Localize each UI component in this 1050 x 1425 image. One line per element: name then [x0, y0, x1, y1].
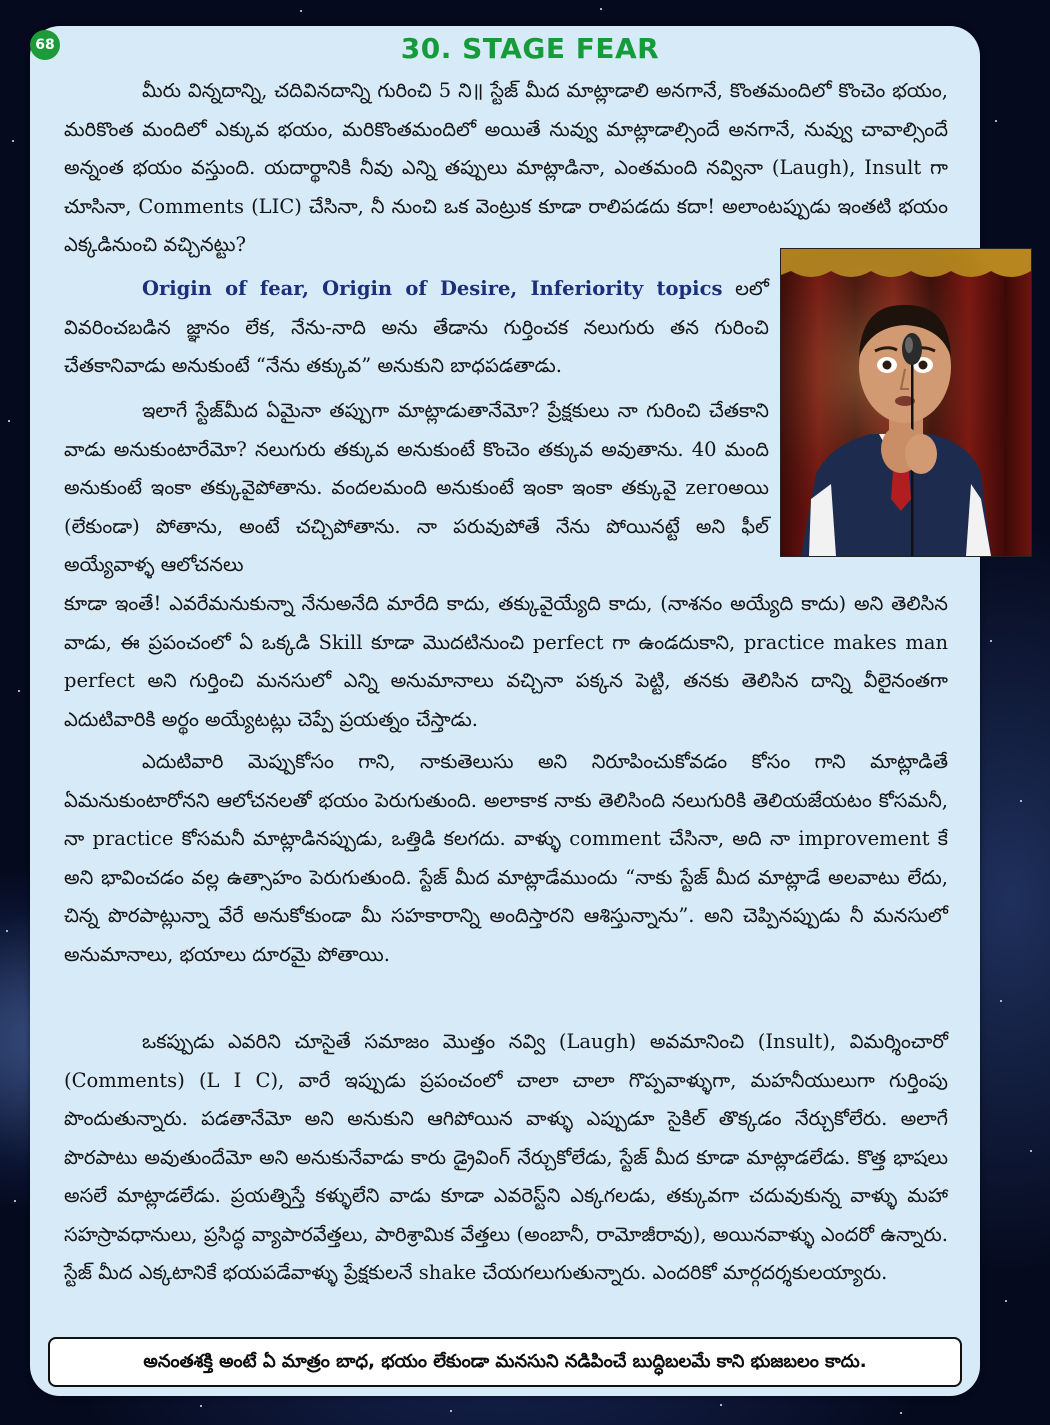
- summary-quote-box: అనంతశక్తి అంటే ఏ మాత్రం బాధ, భయం లేకుండా మనసుని నడిపించే బుద్ధిబలమే కాని భుజబలం కాదు.: [48, 1337, 962, 1387]
- chapter-title: 30. STAGE FEAR: [400, 32, 660, 65]
- paragraph-2-lead: Origin of fear, Origin of Desire, Inferiority topics: [142, 277, 723, 300]
- paragraph-1: మీరు విన్నదాన్ని, చదివినదాన్ని గురించి 5 ని॥ స్టేజ్ మీద మాట్లాడాలి అనగానే, కొంతమందిలో కొంచెం భయం, మరికొంత మందిలో ఎక్కువ భయం, మరికొంతమందిలో అయితే నువ్వు మాట్లాడాల్సిందే అనగానే, నువ్వు చావాల్సిందే అన్నంత భయం వస్తుంది. యదార్థానికి నీవు ఎన్ని తప్పులు మాట్లాడినా, ఎంతమంది నవ్వినా (Laugh), Insult గా చూసినా, Comments (LIC) చేసినా, నీ నుంచి ఒక వెంట్రుక కూడా రాలిపడదు కదా! అలాంటప్పుడు ఇంతటి భయం ఎక్కడినుంచి వచ్చినట్టు?: [64, 79, 949, 256]
- paragraph-6: ఒకప్పుడు ఎవరిని చూసైతే సమాజం మొత్తం నవ్వి (Laugh) అవమానించి (Insult), విమర్శించారో (Comments) (L I C), వారే ఇప్పుడు ప్రపంచంలో చాలా చాలా గొప్పవాళ్ళుగా, మహనీయులుగా గుర్తింపు పొందుతున్నారు. పడతానేమో అని అనుకుని ఆగిపోయిన వాళ్ళు ఎప్పుడూ సైకిల్ తొక్కడం నేర్చుకోలేరు. అలాగే పొరపాటు అవుతుందేమో అని అనుకునేవాడు కారు డ్రైవింగ్ నేర్చుకోలేడు, స్టేజ్ మీద కూడా మాట్లాడలేడు. కొత్త భాషలు అసలే మాట్లాడలేడు. ప్రయత్నిస్తే కళ్ళులేని వాడు కూడా ఎవరెస్ట్‌ని ఎక్కగలడు, తక్కువగా చదువుకున్న వాళ్ళు మహా సహస్రావధానులు, ప్రసిద్ధ వ్యాపారవేత్తలు, పారిశ్రామిక వేత్తలు (అంబానీ, రామోజీరావు), అయినవాళ్ళు ఎందరో ఉన్నారు. స్టేజ్ మీద ఎక్కటానికే భయపడేవాళ్ళు ప్రేక్షకులనే shake చేయగలుగుతున్నారు. ఎందరికో మార్గదర్శకులయ్యారు.: [64, 1030, 948, 1284]
- paragraph-3: ఇలాగే స్టేజ్‌మీద ఏమైనా తప్పుగా మాట్లాడుతానేమో? ప్రేక్షకులు నా గురించి చేతకాని వాడు అనుకుంటారేమో? నలుగురు తక్కువ అనుకుంటే కొంచెం తక్కువ అవుతాను. 40 మంది అనుకుంటే ఇంకా తక్కువైపోతాను. వందలమంది అనుకుంటే ఇంకా ఇంకా తక్కువై zeroఅయి (లేకుండా) పోతాను, అంటే చచ్చిపోతాను. నా పరువుపోతే నేను పోయినట్టే అని ఫీల్ అయ్యేవాళ్ళ ఆలోచనలు: [64, 399, 769, 576]
- paragraph-5: ఎదుటివారి మెప్పుకోసం గాని, నాకుతెలుసు అని నిరూపించుకోవడం కోసం గాని మాట్లాడితే ఏమనుకుంటారోనని ఆలోచనలతో భయం పెరుగుతుంది. అలాకాక నాకు తెలిసింది నలుగురికి తెలియజేయటం కోసమనీ, నా practice కోసమనీ మాట్లాడినప్పుడు, ఒత్తిడి కలగదు. వాళ్ళు comment చేసినా, అది నా improvement కే అని భావించడం వల్ల ఉత్సాహం పెరుగుతుంది. స్టేజ్ మీద మాట్లాడేముందు “నాకు స్టేజ్ మీద మాట్లాడే అలవాటు లేదు, చిన్న పొరపాట్లున్నా వేరే అనుకోకుండా మీ సహకారాన్ని అందిస్తారని ఆశిస్తున్నాను”. అని చెప్పినప్పుడు నీ మనసులో అనుమానాలు, భయాలు దూరమై పోతాయి.: [64, 750, 948, 966]
- boy-at-microphone-illustration: [781, 249, 1031, 556]
- stage-fear-boy-photo: [780, 248, 1032, 557]
- paragraph-4: కూడా ఇంతే! ఎవరేమనుకున్నా నేనుఅనేది మారేది కాదు, తక్కువైయ్యేది కాదు, (నాశనం అయ్యేది కాదు) అని తెలిసిన వాడు, ఈ ప్రపంచంలో ఏ ఒక్కడి Skill కూడా మొదటినుంచి perfect గా ఉండదుకాని, practice makes man perfect అని గుర్తించి మనసులో ఎన్ని అనుమానాలు వచ్చినా పక్కన పెట్టి, తనకు తెలిసిన దాన్ని వీలైనంతగా ఎదుటివారికి అర్థం అయ్యేటట్లు చెప్పే ప్రయత్నం చేస్తాడు.: [64, 592, 948, 731]
- paragraph-2-text: లలో వివరించబడిన జ్ఞానం లేక, నేను-నాది అను తేడాను గుర్తించక నలుగురు తన గురించి చేతకానివాడు అనుకుంటే “నేను తక్కువ” అనుకుని బాధపడతాడు.: [64, 277, 769, 377]
- paragraph-2: [64, 270, 769, 386]
- page-number-badge: 68: [30, 30, 60, 60]
